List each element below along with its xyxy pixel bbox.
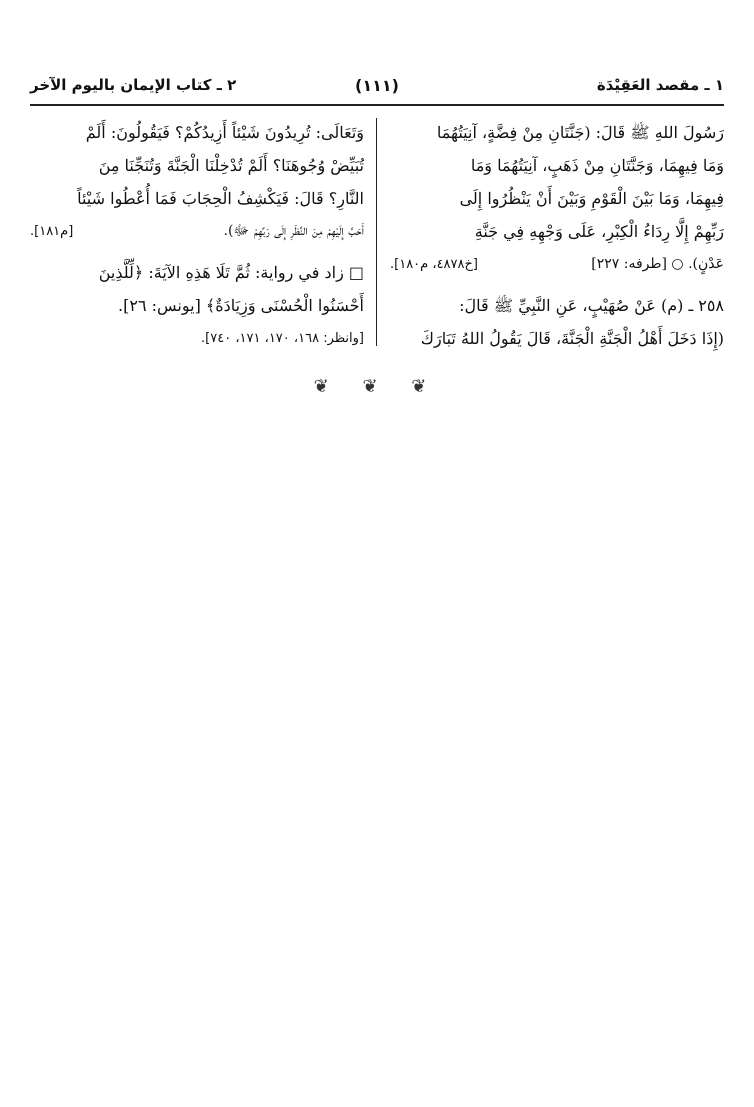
left-column — [30, 116, 364, 355]
header-rule — [30, 104, 724, 106]
ornament-divider: ❦ ❦ ❦ — [313, 376, 441, 397]
reference-line — [30, 215, 364, 248]
reference-line — [390, 248, 724, 281]
riwaya-line: □ زاد في رواية: ثُمَّ تَلَا هَذِهِ الآيَةَ: ﴿لِّلَّذِينَ — [98, 263, 364, 282]
see-also-text: [وانظر: ١٦٨، ١٧٠، ١٧١، ٧٤٠]. — [201, 331, 364, 346]
hadith-line: ٢٥٨ ـ (م) عَنْ صُهَيْبٍ، عَنِ النَّبِيِّ ﷺ قَالَ: — [459, 296, 724, 315]
chapter-title: ٢ ـ كتاب الإيمان باليوم الآخر — [30, 76, 237, 94]
riwaya-line: أَحْسَنُوا الْحُسْنَى وَزِيَادَةٌ﴾ [يونس: ٢٦]. — [118, 296, 364, 315]
hadith-line: (إِذَا دَخَلَ أَهْلُ الْجَنَّةِ الْجَنَّةَ، قَالَ يَقُولُ اللهُ تَبَارَكَ — [420, 329, 724, 348]
column-divider — [376, 118, 377, 346]
text-line: النَّارِ؟ قَالَ: فَيَكْشِفُ الْحِجَابَ فَمَا أُعْطُوا شَيْئاً — [77, 189, 364, 208]
text-line: رَبِّهِمْ إِلَّا رِدَاءُ الْكِبْرِ، عَلَى وَجْهِهِ فِي جَنَّةِ — [474, 222, 724, 241]
text-line: فِيهِمَا، وَمَا بَيْنَ الْقَوْمِ وَبَيْنَ أَنْ يَنْظُرُوا إِلَى — [459, 189, 724, 208]
text-line: رَسُولَ اللهِ ﷺ قَالَ: (جَنَّتَانِ مِنْ فِضَّةٍ، آنِيَتُهُمَا — [436, 123, 724, 142]
text-line: وَتَعَالَى: تُرِيدُونَ شَيْئاً أَزِيدُكُمْ؟ فَيَقُولُونَ: أَلَمْ — [85, 123, 364, 142]
page-header — [30, 70, 724, 104]
right-column — [390, 116, 724, 355]
see-also-reference — [30, 322, 364, 355]
section-title: ١ ـ مقصد العَقِيْدَة — [596, 76, 724, 94]
text-line: تُبَيِّضْ وُجُوهَنَا؟ أَلَمْ تُدْخِلْنَا الْجَنَّةَ وَتُنَجِّنَا مِنَ — [98, 156, 364, 175]
text-line: وَمَا فِيهِمَا، وَجَنَّتَانِ مِنْ ذَهَبٍ، آنِيَتُهُمَا وَمَا — [470, 156, 724, 175]
reference-text: أَحَبَّ إِلَيْهِمْ مِنَ النَّظَرِ إِلَى رَبِّهِمْ ﷻ). — [223, 223, 364, 239]
reference-source: [خ٤٨٧٨، م١٨٠]. — [390, 257, 478, 272]
page-number: (١١١) — [355, 76, 399, 95]
reference-text: عَدْنٍ). ○ [طرفه: ٢٢٧] — [591, 256, 724, 272]
reference-source: [م١٨١]. — [30, 224, 74, 239]
